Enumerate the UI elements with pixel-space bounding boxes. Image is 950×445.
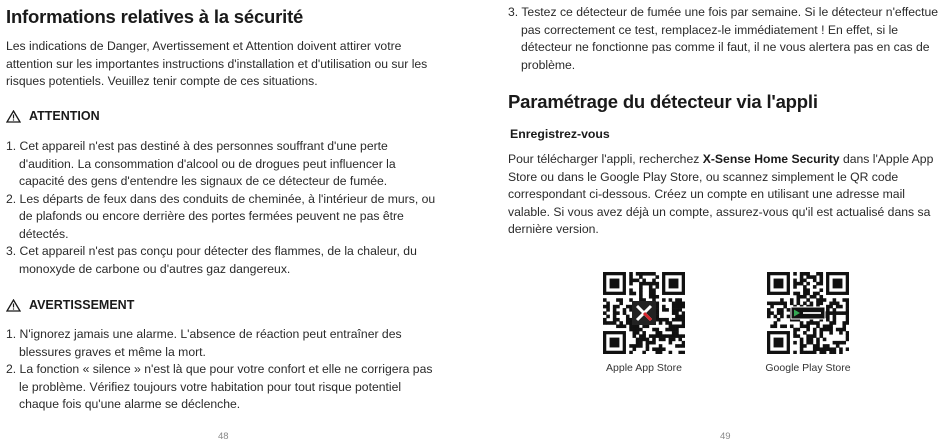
attention-item-2: 2. Les départs de feux dans des conduits de cheminée, à l'intérieur de murs, ou de plafonds ou encore derrière des portes fermées peuvent ne pas être détectés. (6, 191, 436, 241)
avertissement-item-1: 1. N'ignorez jamais une alarme. L'absence de réaction peut entraîner des blessures graves et même la mort. (6, 327, 402, 359)
attention-heading-label: ATTENTION (29, 109, 100, 123)
attention-item-1: 1. Cet appareil n'est pas destiné à des personnes souffrant d'une perte d'audition. La consommation d'alcool ou de drogues peut influencer la capacité des gens d'entendre les signaux de ce détecteur de fumée. (6, 139, 396, 188)
warning-triangle-icon (6, 299, 21, 312)
warning-triangle-icon (6, 110, 21, 123)
google-qr-block (758, 272, 858, 374)
app-name: X-Sense Home Security (702, 152, 840, 166)
left-page (6, 0, 446, 445)
page-number: 49 (720, 431, 731, 442)
right-page (508, 0, 946, 445)
avertissement-heading-label: AVERTISSEMENT (29, 298, 135, 312)
attention-list-continued (508, 4, 944, 74)
apple-qr-block (598, 272, 690, 374)
register-subheading: Enregistrez-vous (510, 127, 610, 141)
avertissement-item-2: 2. La fonction « silence » n'est là que pour votre confort et elle ne corrigera pas le problème. Vérifiez toujours votre habitation pour tout risque potentiel chaque fois qu'une alarme se déclenche. (6, 362, 433, 411)
safety-title: Informations relatives à la sécurité (6, 6, 304, 27)
safety-intro: Les indications de Danger, Avertissement et Attention doivent attirer votre attention sur les importantes instructions d'installation et d'utilisation ou sur les risques potentiels. Veuillez tenir compte de ces situations. (6, 39, 428, 88)
attention-item-3-continued: 3. Testez ce détecteur de fumée une fois par semaine. Si le détecteur n'effectue pas correctement ce test, remplacez-le immédiatement ! En effet, si le détecteur ne fonctionne pas comme il faut, il ne vous alertera pas en cas de problème. (508, 5, 939, 72)
avertissement-list (6, 326, 442, 414)
register-text-start: Pour télécharger l'appli, recherchez (508, 152, 703, 166)
apple-qr-caption: Apple App Store (606, 362, 682, 374)
apple-app-store-qr-code[interactable] (603, 272, 685, 354)
attention-list (6, 138, 442, 278)
page-number: 48 (218, 431, 229, 442)
app-setup-title: Paramétrage du détecteur via l'appli (508, 91, 818, 112)
register-text-end: dans l'Apple App Store ou dans le Google Play Store, ou scannez simplement le QR code correspondant ci-dessous. Créez un compte en utilisant une adresse mail valable. Si vous avez déjà un compte, assurez-vous qu'il est actualisé dans sa dernière version. (508, 152, 934, 236)
attention-item-3: 3. Cet appareil n'est pas conçu pour détecter des flammes, de la chaleur, du monoxyde de carbone ou d'autres gaz dangereux. (6, 244, 417, 276)
google-play-store-qr-code[interactable] (767, 272, 849, 354)
google-qr-caption: Google Play Store (765, 362, 851, 374)
avertissement-heading (6, 298, 134, 312)
register-text (508, 151, 944, 239)
attention-heading (6, 109, 100, 123)
